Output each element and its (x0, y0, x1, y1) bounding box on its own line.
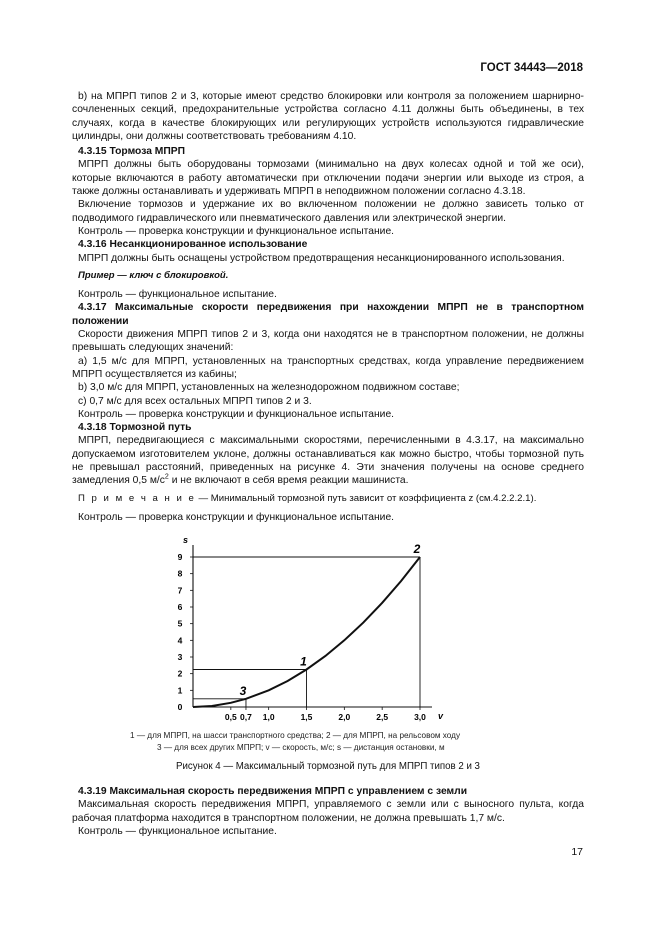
paragraph-4-3-18-1-part-a: МПРП, передвигающиеся с максимальными скоростями, перечисленными в 4.3.17, на максимально допускаемом изготовителем уклоне, должны останавливаться как можно быстро, чтобы тормозной путь не превышал расстояний, приведенных на рисунке 4. Эти значения получены на основе среднего замедления 0,5 м/с (72, 435, 584, 487)
figure-legend (130, 730, 530, 754)
x-tick-label: 2,0 (338, 712, 351, 722)
chart-svg (150, 535, 470, 735)
paragraph-4-3-19-2: Контроль — функциональное испытание. (78, 825, 277, 837)
paragraph-4-3-17-1: Скорости движения МПРП типов 2 и 3, когда они находятся не в транспортном положении, не должны превышать следующих значений: (72, 329, 584, 354)
document-code: ГОСТ 34443—2018 (480, 62, 583, 74)
point-label-1: 1 (300, 654, 307, 669)
paragraph-4-3-17-control: Контроль — проверка конструкции и функциональное испытание. (78, 408, 395, 420)
point-label-2: 2 (413, 542, 421, 556)
y-tick-label: 3 (177, 652, 183, 662)
y-tick-label: 4 (177, 635, 183, 646)
section-4-3-19 (72, 785, 584, 838)
figure-4-chart (150, 535, 470, 735)
paragraph-4-3-15-3: Контроль — проверка конструкции и функциональное испытание. (78, 225, 395, 237)
y-axis-label: s (183, 535, 189, 545)
heading-4-3-19: 4.3.19 Максимальная скорость передвижения МПРП с управлением с земли (78, 786, 468, 797)
paragraph-b: b) на МПРП типов 2 и 3, которые имеют средство блокировки или контроля за положением шарнирно-сочлененных секций, предохранительные устройства согласно 4.11 должны быть объединены, в тех случаях, когда в качестве блокирующих или регулирующих устройств используются гидравлические цилиндры, они должны соответствовать требованиям 4.10. (72, 91, 584, 142)
note-4-3-18 (72, 492, 584, 505)
paragraph-4-3-16-1: МПРП должны быть оснащены устройством предотвращения несанкционированного использования. (78, 252, 565, 264)
paragraph-4-3-18-1-part-b: и не включают в себя время реакции машиниста. (168, 475, 409, 487)
list-item-b: b) 3,0 м/с для МПРП, установленных на железнодорожном подвижном составе; (78, 382, 460, 394)
figure-caption: Рисунок 4 — Максимальный тормозной путь для МПРП типов 2 и 3 (176, 761, 480, 772)
heading-4-3-18: 4.3.18 Тормозной путь (78, 422, 192, 434)
paragraph-4-3-19-1: Максимальная скорость передвижения МПРП, управляемого с земли или с выносного пульта, когда рабочая платформа находится в транспортном положении, не должна превышать 1,7 м/с. (72, 799, 584, 824)
heading-4-3-17: 4.3.17 Максимальные скорости передвижения при нахождении МПРП не в транспортном положении (72, 302, 584, 327)
y-tick-label: 8 (177, 568, 183, 579)
legend-line-2: 3 — для всех других МПРП; v — скорость, м/с; s — дистанция остановки, м (157, 743, 445, 752)
legend-line-1: 1 — для МПРП, на шасси транспортного средства; 2 — для МПРП, на рельсовом ходу (130, 731, 461, 740)
y-tick-label: 5 (177, 618, 183, 629)
x-tick-label: 0,5 (224, 712, 237, 722)
heading-4-3-15: 4.3.15 Тормоза МПРП (78, 146, 186, 158)
superscript-two: 2 (164, 473, 169, 481)
y-tick-label: 9 (177, 552, 183, 562)
y-tick-label: 6 (177, 602, 183, 612)
y-tick-label: 1 (177, 685, 183, 696)
example-4-3-16: Пример — ключ с блокировкой. (78, 269, 229, 281)
paragraph-4-3-15-2: Включение тормозов и удержание их во включенном положении не должно зависеть только от подводимого гидравлического или пневматического давления или электрической энергии. (72, 199, 584, 224)
main-text (72, 90, 584, 524)
note-text: — Минимальный тормозной путь зависит от коэффициента z (см.4.2.2.2.1). (195, 492, 537, 504)
y-tick-label: 2 (177, 668, 183, 679)
paragraph-4-3-18-1 (72, 434, 584, 487)
page-number: 17 (571, 846, 583, 858)
x-tick-label: 1,5 (300, 712, 313, 722)
x-tick-label: 3,0 (414, 712, 426, 722)
y-tick-label: 7 (177, 585, 183, 596)
paragraph-4-3-15-1: МПРП должны быть оборудованы тормозами (минимально на двух колесах одной и той же оси), которые включаются в работу автоматически при отключении подачи энергии или выходе из строя, а также должны останавливать и удерживать МПРП в неподвижном положении согласно 4.3.18. (72, 159, 584, 198)
point-label-3: 3 (239, 683, 247, 698)
heading-4-3-16: 4.3.16 Несанкционированное использование (78, 239, 308, 251)
x-tick-label: 1,0 (262, 712, 275, 722)
x-tick-label: 0,7 (240, 712, 252, 722)
x-tick-label: 2,5 (376, 712, 389, 722)
note-label: П р и м е ч а н и е (78, 492, 196, 504)
list-item-a: a) 1,5 м/с для МПРП, установленных на транспортных средствах, когда управление передвижением МПРП осуществляется из кабины; (72, 355, 584, 380)
paragraph-4-3-16-2: Контроль — функциональное испытание. (78, 289, 277, 301)
x-axis-label: v (438, 711, 444, 721)
list-item-c: c) 0,7 м/с для всех остальных МПРП типов 2 и 3. (78, 395, 312, 407)
y-tick-label: 0 (177, 702, 183, 712)
paragraph-4-3-18-control: Контроль — проверка конструкции и функциональное испытание. (78, 511, 395, 523)
